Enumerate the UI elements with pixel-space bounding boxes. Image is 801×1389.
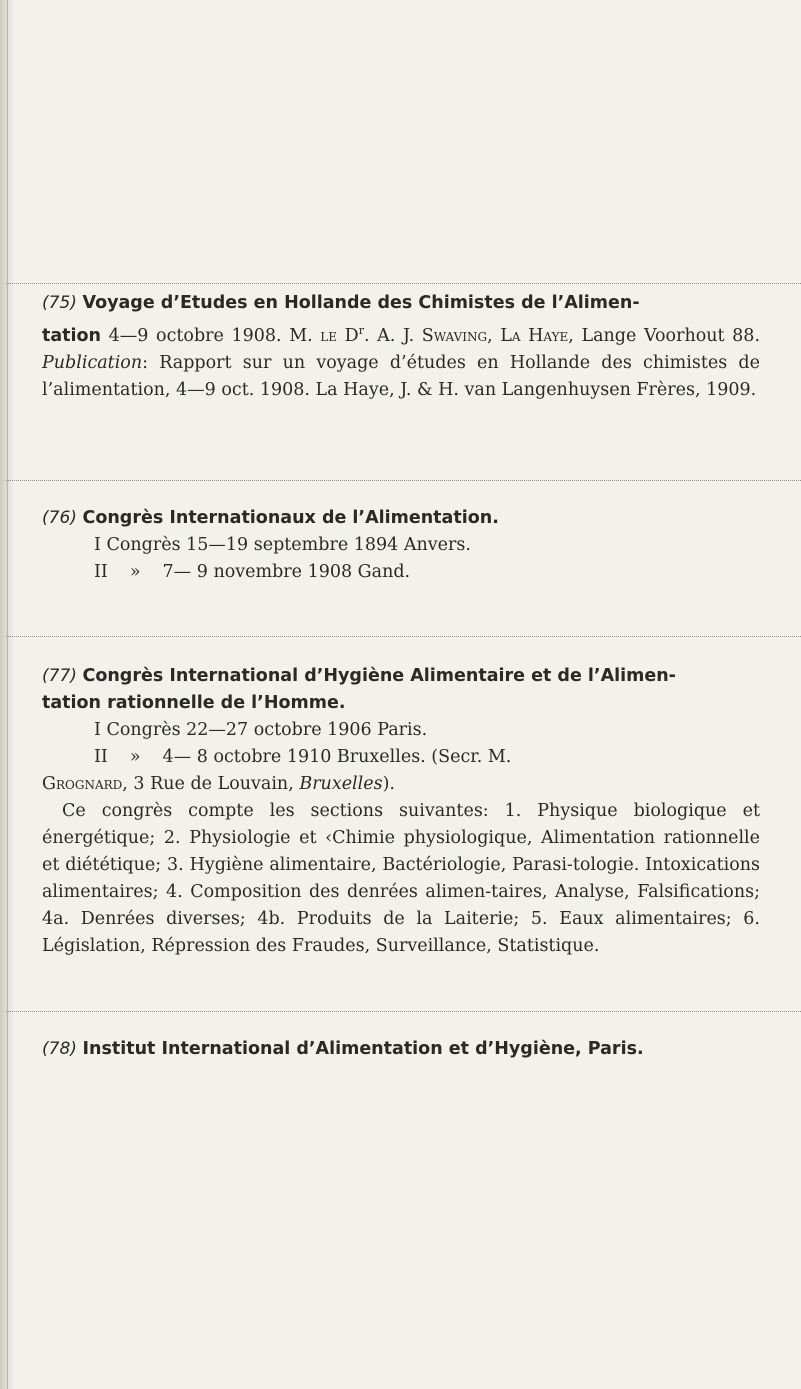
secretary-address: Grognard, 3 Rue de Louvain, Bruxelles).	[42, 774, 395, 794]
entry-76	[42, 505, 760, 586]
entry-number: (77)	[42, 666, 77, 686]
publication-label: Publication	[42, 352, 143, 373]
entry-title: Congrès International d’Hygiène Alimentaire et de l’Alimen-	[82, 666, 676, 686]
entry-75: (75) Voyage d’Etudes en Hollande des Chimistes de l’Alimen- tation 4—9 octobre 1908. M. le $D^r$. A. J. Swaving, La Haye, Lange Voorhout 88. Publication: Rapport sur un voyage d’études en Hollande des chimistes de l’alimentation, 4—9 oct. 1908. La Haye, J. & H. van Langenhuysen Frères, 1909.	[42, 293, 761, 400]
entry-number: (78)	[42, 1039, 77, 1059]
dotted-separator	[6, 1011, 801, 1012]
entry-title: Voyage d’Etudes en Hollande des Chimistes de l’Alimen-	[82, 293, 640, 313]
dotted-separator	[6, 283, 801, 284]
binding-line	[7, 0, 8, 1389]
entry-number: (76)	[42, 508, 77, 528]
congress-line: I Congrès 22—27 octobre 1906 Paris.	[94, 720, 428, 740]
dotted-separator	[6, 636, 801, 637]
congress-line: II » 7— 9 novembre 1908 Gand.	[94, 562, 411, 582]
entry-78	[42, 1036, 760, 1063]
congress-line: II » 4— 8 octobre 1910 Bruxelles. (Secr. M.	[94, 747, 512, 767]
entry-77	[42, 663, 760, 960]
entry-title-cont: tation rationnelle de l’Homme.	[42, 693, 346, 713]
entry-number: (75)	[42, 293, 77, 313]
sections-paragraph: Ce congrès compte les sections suivantes: 1. Physique biologique et énergétique; 2. Physiologie et ‹Chimie physiologique, Alimentation rationnelle et diététique; 3. Hygiène alimentaire, Bactériologie, Parasi-tologie. Intoxications alimentaires; 4. Composition des denrées alimen-taires, Analyse, Falsifications; 4a. Denrées diverses; 4b. Produits de la Laiterie; 5. Eaux alimentaires; 6. Législation, Répression des Fraudes, Surveillance, Statistique.	[42, 801, 760, 956]
entry-title: Congrès Internationaux de l’Alimentation.	[82, 508, 499, 528]
congress-line: I Congrès 15—19 septembre 1894 Anvers.	[94, 535, 471, 555]
dotted-separator	[6, 480, 801, 481]
entry-title: Institut International d’Alimentation et d’Hygiène, Paris.	[82, 1039, 644, 1059]
entry-title-cont: tation	[42, 325, 102, 346]
